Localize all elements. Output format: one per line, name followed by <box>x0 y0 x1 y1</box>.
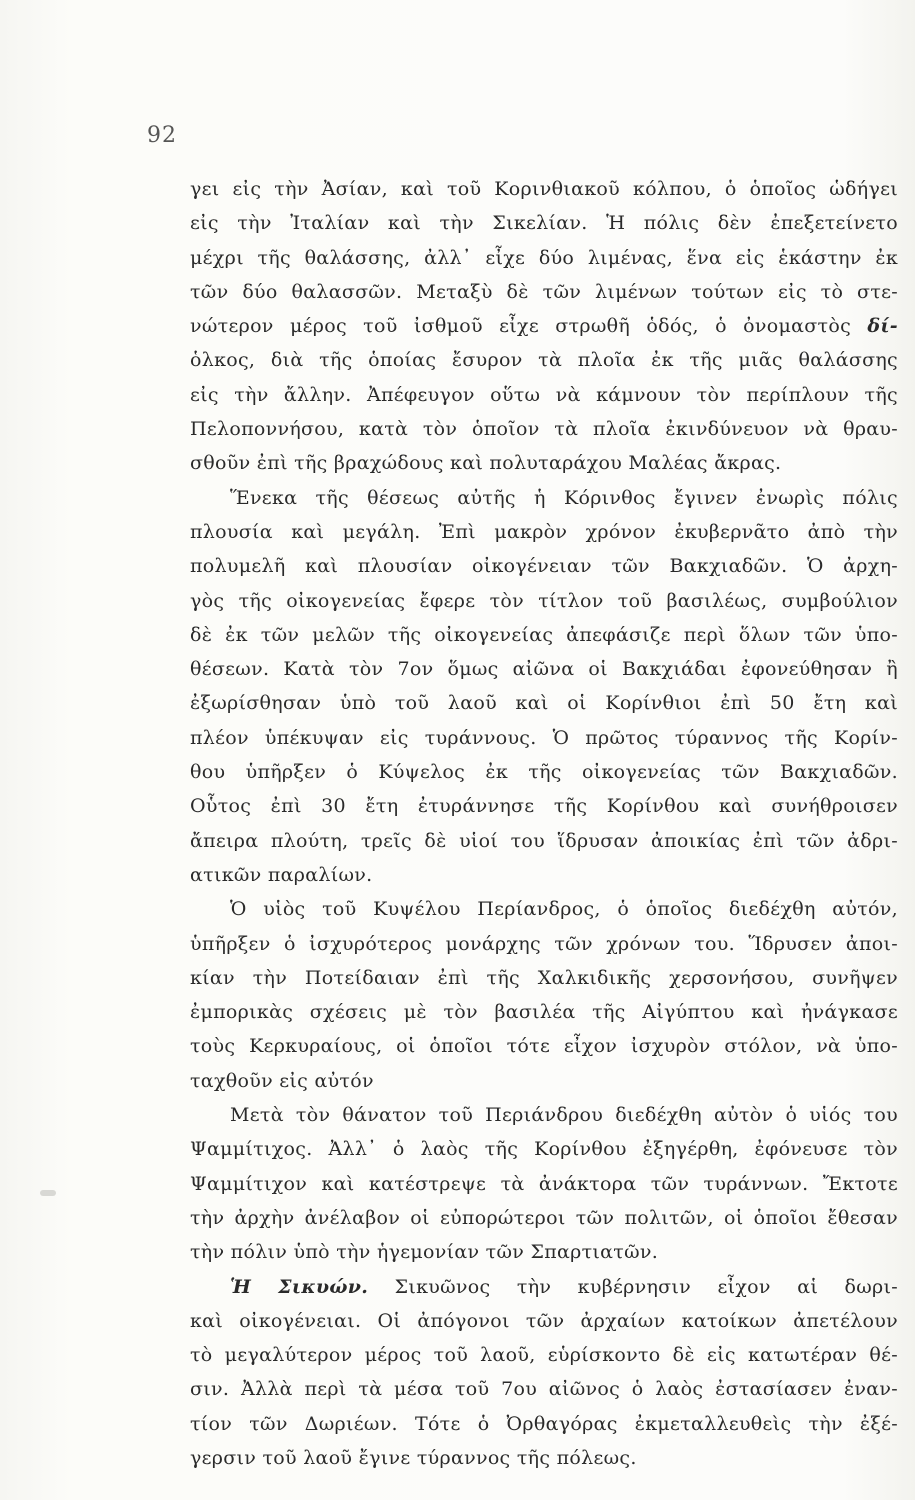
text-line-7: εἰς τὴν ἄλλην. Ἀπέφευγον οὕτω νὰ κάμνουν τὸν περίπλουν τῆς <box>190 383 898 406</box>
page-number: 92 <box>147 123 177 148</box>
text-line-35: τὸ μεγαλύτερον μέρος τοῦ λαοῦ, εὑρίσκοντο δὲ εἰς κατωτέραν θέ- <box>190 1344 898 1367</box>
text-line-33-text: Σικυῶνος τὴν κυβέρνησιν εἶχον αἱ δωρι- <box>394 1275 898 1298</box>
text-line-30: Ψαμμίτιχον καὶ κατέστρεψε τὰ ἀνάκτορα τῶν τυράννων. Ἔκτοτε <box>190 1172 898 1195</box>
text-line-19: Οὗτος ἐπὶ 30 ἔτη ἐτυράννησε τῆς Κορίνθου καὶ συνήθροισεν <box>190 795 898 818</box>
text-line-5 <box>190 309 898 343</box>
text-line-8: Πελοποννήσου, κατὰ τὸν ὁποῖον τὰ πλοῖα ἐκινδύνευον νὰ θραυ- <box>190 418 898 441</box>
text-line-36: σιν. Ἀλλὰ περὶ τὰ μέσα τοῦ 7ου αἰῶνος ὁ λαὸς ἐστασίασεν ἐναν- <box>190 1378 898 1401</box>
text-line-29: Ψαμμίτιχος. Ἀλλ᾽ ὁ λαὸς τῆς Κορίνθου ἐξηγέρθη, ἐφόνευσε τὸν <box>190 1138 898 1161</box>
scan-speck <box>40 1190 56 1196</box>
text-line-27: ταχθοῦν εἰς αὐτόν <box>190 1069 374 1092</box>
text-line-17: πλέον ὑπέκυψαν εἰς τυράννους. Ὁ πρῶτος τύραννος τῆς Κορίν- <box>190 726 898 749</box>
term-diolkos: δί- <box>867 315 898 338</box>
text-line-16: ἐξωρίσθησαν ὑπὸ τοῦ λαοῦ καὶ οἱ Κορίνθιοι ἐπὶ 50 ἔτη καὶ <box>190 692 898 715</box>
text-line-37: τίον τῶν Δωριέων. Τότε ὁ Ὀρθαγόρας ἐκμεταλλευθεὶς τὴν ἐξέ- <box>190 1412 898 1435</box>
text-line-21: ατικῶν παραλίων. <box>190 863 373 886</box>
text-line-4: τῶν δύο θαλασσῶν. Μεταξὺ δὲ τῶν λιμένων τούτων εἰς τὸ στε- <box>190 280 898 303</box>
text-line-23: ὑπῆρξεν ὁ ἰσχυρότερος μονάρχης τῶν χρόνων του. Ἵδρυσεν ἀποι- <box>190 932 898 955</box>
text-line-12: πολυμελῆ καὶ πλουσίαν οἰκογένειαν τῶν Βακχιαδῶν. Ὁ ἀρχη- <box>190 555 898 578</box>
text-line-34: καὶ οἰκογένειαι. Οἱ ἀπόγονοι τῶν ἀρχαίων κατοίκων ἀπετέλουν <box>190 1309 898 1332</box>
text-line-33 <box>190 1270 898 1304</box>
text-body <box>190 172 898 1475</box>
text-line-31: τὴν ἀρχὴν ἀνέλαβον οἱ εὐπορώτεροι τῶν πολιτῶν, οἱ ὁποῖοι ἔθεσαν <box>190 1206 898 1229</box>
text-line-10: Ἕνεκα τῆς θέσεως αὐτῆς ἡ Κόρινθος ἔγινεν ἐνωρὶς πόλις <box>230 486 898 509</box>
heading-sikyon: Ἡ Σικυών. <box>230 1275 369 1298</box>
text-line-28: Μετὰ τὸν θάνατον τοῦ Περιάνδρου διεδέχθη αὐτὸν ὁ υἱός του <box>230 1104 898 1127</box>
text-line-13: γὸς τῆς οἰκογενείας ἔφερε τὸν τίτλον τοῦ βασιλέως, συμβούλιον <box>190 589 898 612</box>
text-line-24: κίαν τὴν Ποτείδαιαν ἐπὶ τῆς Χαλκιδικῆς χερσονήσου, συνῆψεν <box>190 966 898 989</box>
text-line-6: ὁλκος, διὰ τῆς ὁποίας ἔσυρον τὰ πλοῖα ἐκ τῆς μιᾶς θαλάσσης <box>190 349 898 372</box>
text-line-5-text: νώτερον μέρος τοῦ ἰσθμοῦ εἶχε στρωθῆ ὁδός, ὁ ὀνομαστὸς <box>190 315 852 338</box>
text-line-18: θου ὑπῆρξεν ὁ Κύψελος ἐκ τῆς οἰκογενείας τῶν Βακχιαδῶν. <box>190 761 898 784</box>
text-line-14: δὲ ἐκ τῶν μελῶν τῆς οἰκογενείας ἀπεφάσιζε περὶ ὅλων τῶν ὑπο- <box>190 623 898 646</box>
text-line-15: θέσεων. Κατὰ τὸν 7ον ὅμως αἰῶνα οἱ Βακχιάδαι ἐφονεύθησαν ἢ <box>190 658 898 681</box>
text-line-2: εἰς τὴν Ἰταλίαν καὶ τὴν Σικελίαν. Ἡ πόλις δὲν ἐπεξετείνετο <box>190 212 898 235</box>
text-line-38: γερσιν τοῦ λαοῦ ἔγινε τύραννος τῆς πόλεως. <box>190 1446 637 1469</box>
text-line-26: τοὺς Κερκυραίους, οἱ ὁποῖοι τότε εἶχον ἰσχυρὸν στόλον, νὰ ὑπο- <box>190 1035 898 1058</box>
text-line-25: ἐμπορικὰς σχέσεις μὲ τὸν βασιλέα τῆς Αἰγύπτου καὶ ἠνάγκασε <box>190 1001 898 1024</box>
text-line-1: γει εἰς τὴν Ἀσίαν, καὶ τοῦ Κορινθιακοῦ κόλπου, ὁ ὁποῖος ὡδήγει <box>190 178 898 200</box>
text-line-3: μέχρι τῆς θαλάσσης, ἀλλ᾽ εἶχε δύο λιμένας, ἕνα εἰς ἑκάστην ἐκ <box>190 246 898 269</box>
text-line-22: Ὁ υἱὸς τοῦ Κυψέλου Περίανδρος, ὁ ὁποῖος διεδέχθη αὐτόν, <box>230 898 898 921</box>
text-line-20: ἄπειρα πλούτη, τρεῖς δὲ υἱοί του ἵδρυσαν ἀποικίας ἐπὶ τῶν ἀδρι- <box>190 829 898 852</box>
text-line-11: πλουσία καὶ μεγάλη. Ἐπὶ μακρὸν χρόνον ἐκυβερνᾶτο ἀπὸ τὴν <box>190 520 898 543</box>
text-line-9: σθοῦν ἐπὶ τῆς βραχώδους καὶ πολυταράχου Μαλέας ἄκρας. <box>190 452 782 475</box>
text-line-32: τὴν πόλιν ὑπὸ τὴν ἡγεμονίαν τῶν Σπαρτιατῶν. <box>190 1241 659 1264</box>
